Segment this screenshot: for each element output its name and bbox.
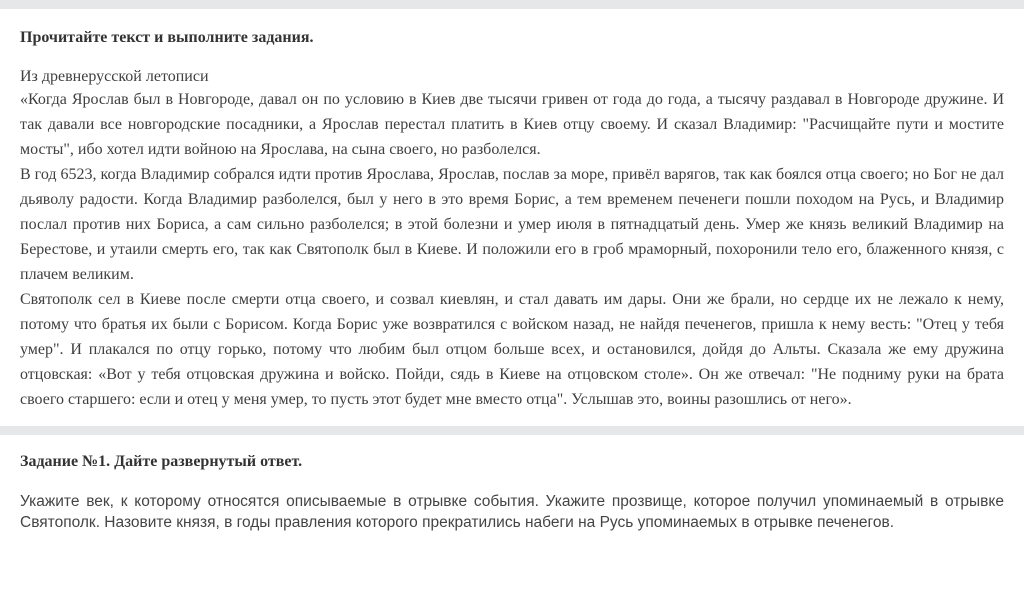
task-section [0,435,1024,533]
task-heading: Задание №1. Дайте развернутый ответ. [20,453,303,470]
text-paragraph: Святополк сел в Киеве после смерти отца своего, и созвал киевлян, и стал давать им дары. Они же брали, но сердце их не лежало к нему, потому что братья их были с Борисом. Когда Борис уже возвратился с войском назад, не найдя печенегов, пришла к нему весть: "Отец у тебя умер". И плакался по отцу горько, потому что любим был отцом больше всех, и остановился, дойдя до Альты. Сказала же ему дружина отцовская: «Вот у тебя отцовская дружина и войско. Пойди, сядь в Киеве на отцовском столе». Он же отвечал: "Не подниму руки на брата своего старшего: если и отец у меня умер, то пусть этот будет мне вместо отца". Услышав это, воины разошлись от него». [20,291,1004,408]
reading-instruction: Прочитайте текст и выполните задания. [20,29,314,46]
source-title: Из древнерусской летописи [20,68,209,85]
section-divider [0,426,1024,435]
task-text: Укажите век, к которому относятся описываемые в отрывке события. Укажите прозвище, которое получил упоминаемый в отрывке Святополк. Назовите князя, в годы правления которого прекратились набеги на Русь упоминаемых в отрывке печенегов. [20,493,1004,531]
reading-section [0,9,1024,426]
top-divider [0,0,1024,9]
text-paragraph: «Когда Ярослав был в Новгороде, давал он по условию в Киев две тысячи гривен от года до года, а тысячу раздавал в Новгороде дружине. И так давали все новгородские посадники, а Ярослав перестал платить в Киев отцу своему. И сказал Владимир: "Расчищайте пути и мостите мосты", ибо хотел идти войною на Ярослава, на сына своего, но разболелся. [20,91,1004,158]
text-paragraph: В год 6523, когда Владимир собрался идти против Ярослава, Ярослав, послав за море, привёл варягов, так как боялся отца своего; но Бог не дал дьяволу радости. Когда Владимир разболелся, был у него в это время Борис, а тем временем печенеги пошли походом на Русь, и Владимир послал против них Бориса, а сам сильно разболелся; в этой болезни и умер июля в пятнадцатый день. Умер же князь великий Владимир на Берестове, и утаили смерть его, так как Святополк был в Киеве. И положили его в гроб мраморный, похоронили тело его, блаженного князя, с плачем великим. [20,166,1004,283]
